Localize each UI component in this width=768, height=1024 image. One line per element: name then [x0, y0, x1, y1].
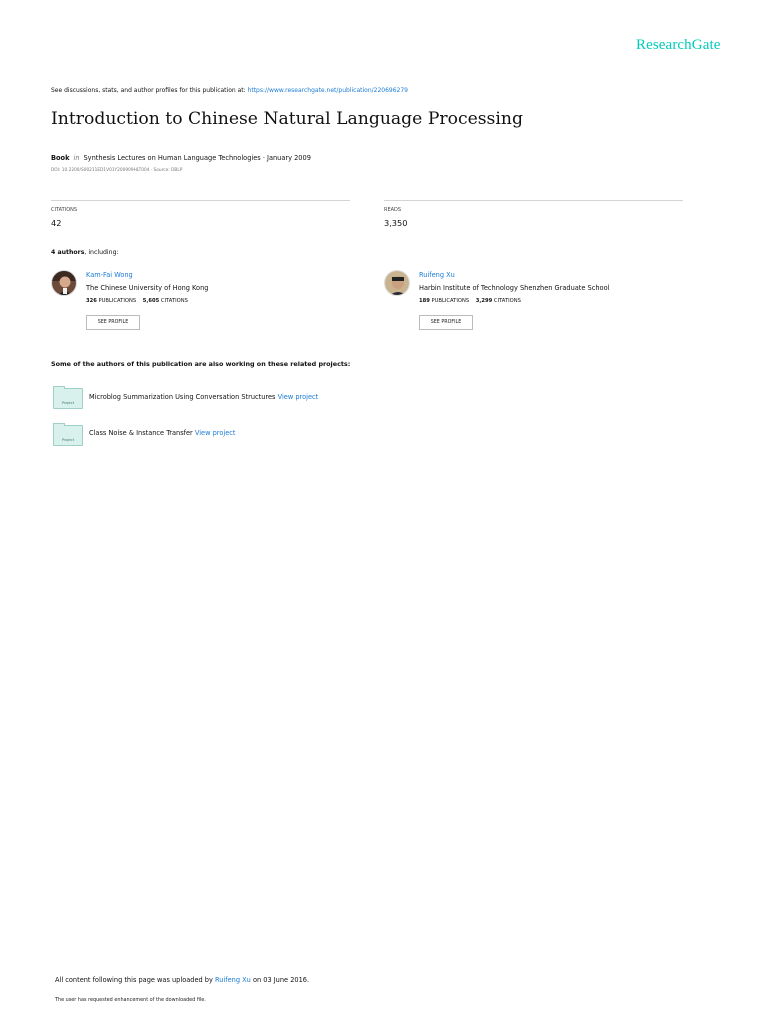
publication-venue: Synthesis Lectures on Human Language Technologies · January 2009	[83, 154, 311, 162]
publication-doi: DOI: 10.2200/S00211ED1V01Y200909HLT004 · Source: DBLP	[51, 168, 183, 173]
disclaimer-text: See discussions, stats, and author profiles for this publication at:	[51, 87, 248, 94]
author-citations-label: CITATIONS	[493, 298, 521, 304]
reads-value: 3,350	[384, 218, 408, 228]
authors-count: 4 authors	[51, 249, 85, 256]
avatar[interactable]	[384, 270, 410, 296]
uploader-link[interactable]: Ruifeng Xu	[215, 976, 251, 984]
view-project-link[interactable]: View project	[194, 429, 236, 437]
upload-prefix: All content following this page was uploaded by	[55, 976, 215, 984]
author-institution: Harbin Institute of Technology Shenzhen Graduate School	[419, 284, 610, 292]
meta-in-word: in	[73, 154, 80, 162]
authors-suffix: , including:	[84, 249, 119, 256]
author-institution: The Chinese University of Hong Kong	[86, 284, 209, 292]
upload-suffix: on 03 June 2016.	[250, 976, 310, 984]
project-folder-icon	[53, 388, 83, 409]
citations-value: 42	[51, 218, 62, 228]
see-profile-button[interactable]: SEE PROFILE	[419, 315, 473, 330]
author-publications-label: PUBLICATIONS	[98, 298, 137, 304]
project-icon-label: Project	[61, 401, 75, 405]
researchgate-logo[interactable]: ResearchGate	[636, 37, 721, 53]
project-name: Class Noise & Instance Transfer	[89, 429, 193, 437]
publication-type: Book	[51, 154, 70, 162]
project-icon-label: Project	[61, 438, 75, 442]
author-citations-count: 3,299	[475, 298, 493, 304]
disclaimer-line	[51, 87, 408, 94]
publication-url-link[interactable]: https://www.researchgate.net/publication/220696279	[247, 87, 408, 94]
upload-note	[55, 976, 309, 984]
author-publications-count: 326	[86, 298, 97, 304]
publication-title: Introduction to Chinese Natural Language Processing	[51, 109, 523, 129]
author-publications-count: 189	[419, 298, 430, 304]
reads-label: READS	[384, 207, 402, 213]
related-projects-heading: Some of the authors of this publication are also working on these related projects:	[51, 360, 351, 368]
author-citations-label: CITATIONS	[160, 298, 188, 304]
citations-divider	[51, 200, 350, 201]
project-item	[89, 393, 318, 401]
author-name-link[interactable]: Kam-Fai Wong	[86, 271, 133, 279]
reads-divider	[384, 200, 683, 201]
project-item	[89, 429, 235, 437]
author-name-link[interactable]: Ruifeng Xu	[419, 271, 455, 279]
author-stats	[419, 298, 521, 304]
author-stats	[86, 298, 188, 304]
author-citations-count: 5,605	[142, 298, 160, 304]
author-publications-label: PUBLICATIONS	[431, 298, 470, 304]
project-name: Microblog Summarization Using Conversation Structures	[89, 393, 276, 401]
see-profile-button[interactable]: SEE PROFILE	[86, 315, 140, 330]
enhancement-note: The user has requested enhancement of the downloaded file.	[55, 997, 206, 1003]
project-folder-icon	[53, 425, 83, 446]
citations-label: CITATIONS	[51, 207, 78, 213]
avatar-photo-icon	[385, 271, 410, 296]
view-project-link[interactable]: View project	[277, 393, 319, 401]
avatar[interactable]	[51, 270, 77, 296]
avatar-photo-icon	[52, 271, 77, 296]
authors-heading	[51, 249, 119, 256]
publication-meta	[51, 154, 311, 162]
